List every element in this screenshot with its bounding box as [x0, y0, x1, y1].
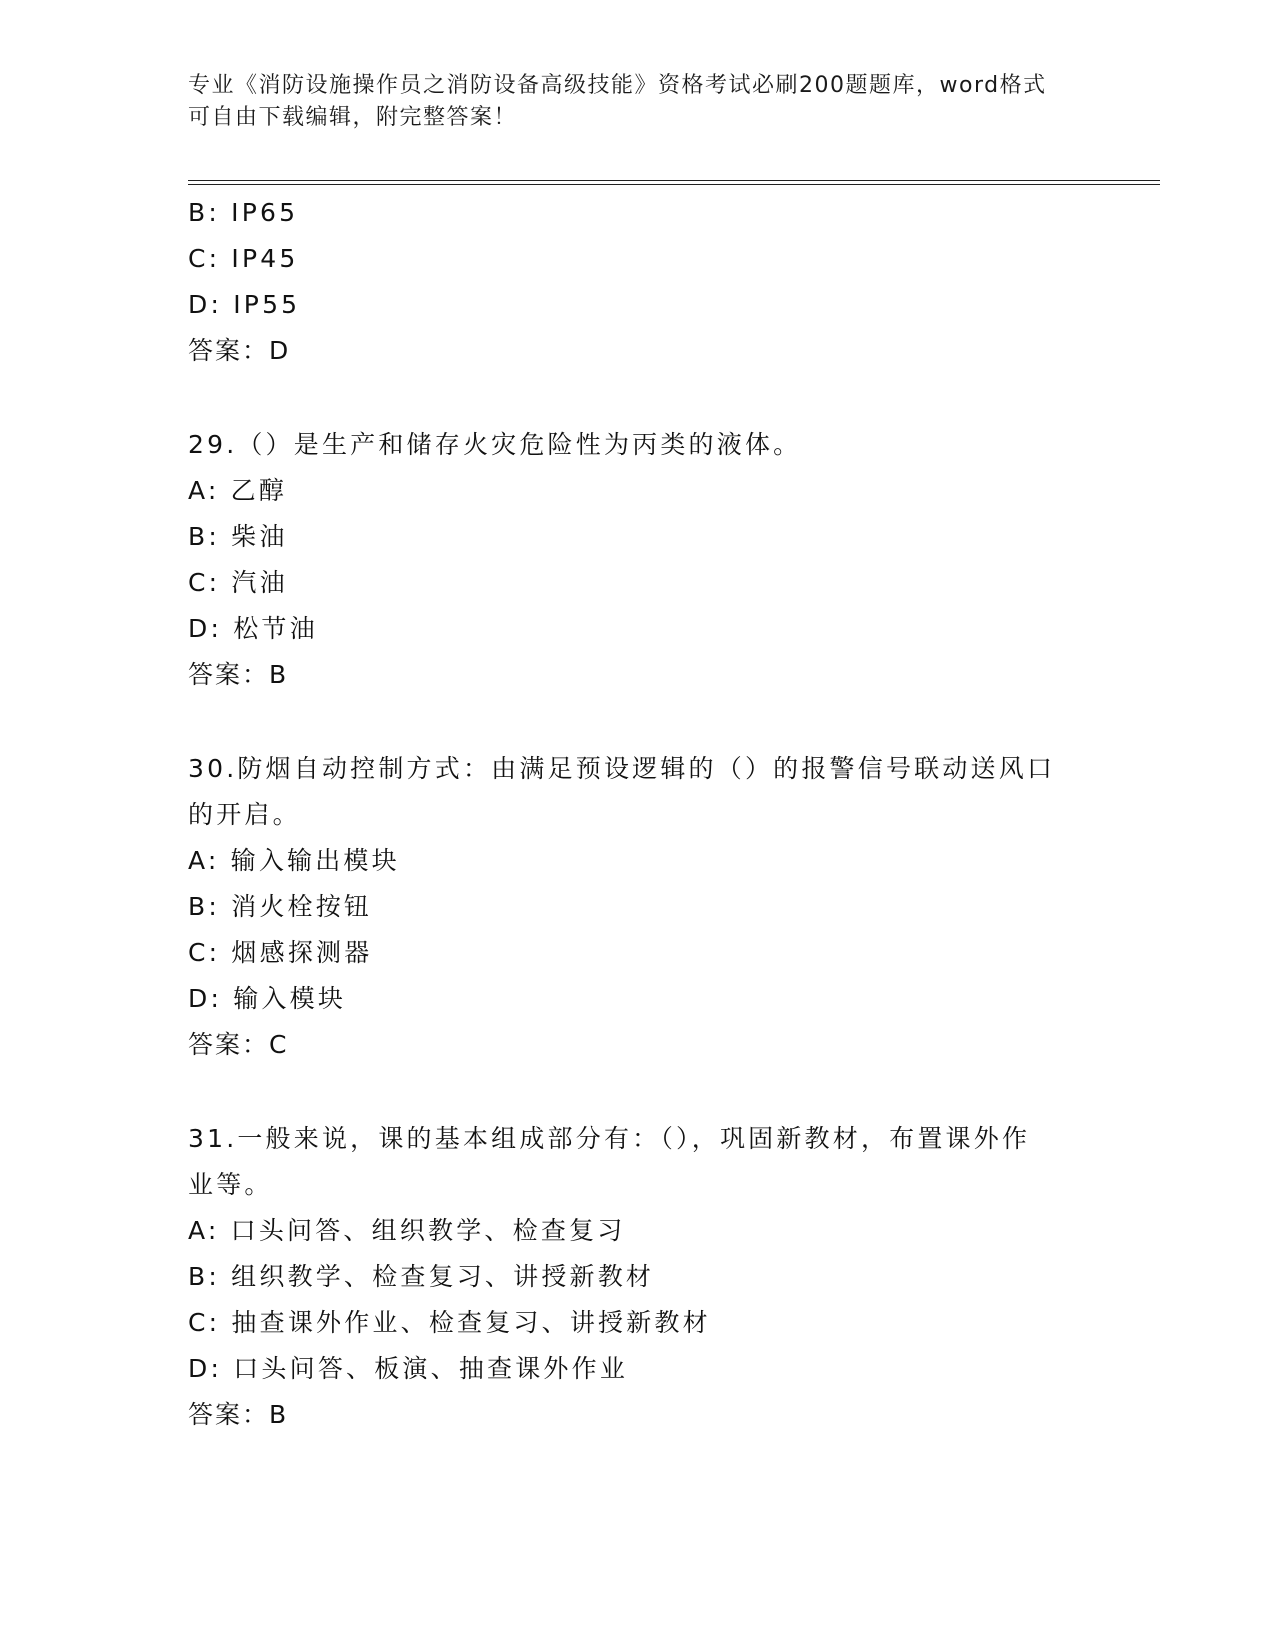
document-header — [188, 70, 1068, 134]
question-block-30 — [188, 746, 1088, 1068]
question-text-line-1: 30.防烟自动控制方式：由满足预设逻辑的（）的报警信号联动送风口 — [188, 754, 1056, 783]
header-divider — [188, 180, 1160, 185]
option-c: C: IP45 — [188, 244, 299, 273]
option-b: B: IP65 — [188, 198, 299, 227]
option-a: A: 口头问答、组织教学、检查复习 — [188, 1216, 626, 1245]
option-c: C: 汽油 — [188, 568, 288, 597]
option-a: A: 输入输出模块 — [188, 846, 400, 875]
question-text-line-1: 31.一般来说，课的基本组成部分有：（），巩固新教材，布置课外作 — [188, 1124, 1031, 1153]
option-c: C: 烟感探测器 — [188, 938, 373, 967]
spacer — [188, 698, 1088, 746]
question-text-line-2: 的开启。 — [188, 800, 301, 829]
question-text: 29.（）是生产和储存火灾危险性为丙类的液体。 — [188, 430, 802, 459]
answer-line: 答案：C — [188, 1030, 289, 1059]
spacer — [188, 374, 1088, 422]
option-d: D: 口头问答、板演、抽查课外作业 — [188, 1354, 629, 1383]
answer-line: 答案：B — [188, 1400, 289, 1429]
header-text: 专业《消防设施操作员之消防设备高级技能》资格考试必刷200题题库，word格式可自由下载编辑，附完整答案！ — [188, 73, 1047, 130]
question-list — [188, 190, 1088, 1438]
answer-line: 答案：D — [188, 336, 291, 365]
option-d: D: 松节油 — [188, 614, 318, 643]
option-b: B: 消火栓按钮 — [188, 892, 373, 921]
option-d: D: 输入模块 — [188, 984, 347, 1013]
option-b: B: 柴油 — [188, 522, 288, 551]
question-block-31 — [188, 1116, 1088, 1438]
spacer — [188, 1068, 1088, 1116]
question-text-line-2: 业等。 — [188, 1170, 273, 1199]
question-block-29 — [188, 422, 1088, 698]
question-block-28 — [188, 190, 1088, 374]
option-a: A: 乙醇 — [188, 476, 288, 505]
answer-line: 答案：B — [188, 660, 289, 689]
option-c: C: 抽查课外作业、检查复习、讲授新教材 — [188, 1308, 711, 1337]
option-b: B: 组织教学、检查复习、讲授新教材 — [188, 1262, 655, 1291]
option-d: D: IP55 — [188, 290, 301, 319]
